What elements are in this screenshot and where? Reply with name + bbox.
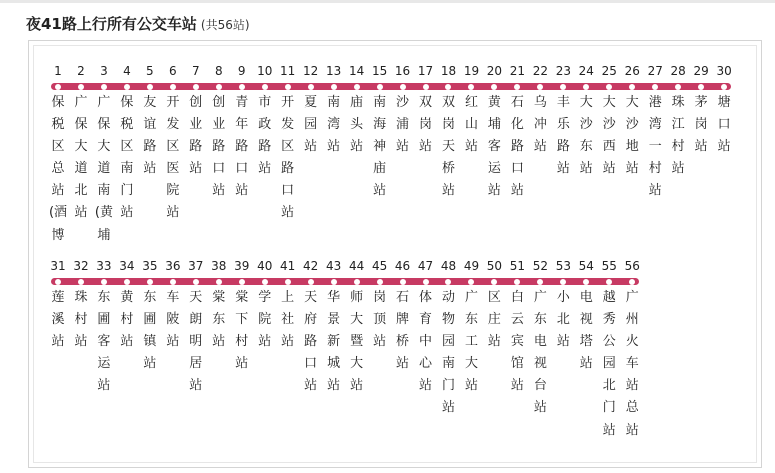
stop-number: 19 <box>463 64 480 78</box>
stop-number: 38 <box>211 259 227 273</box>
stop-number: 20 <box>486 64 503 78</box>
stop-name[interactable]: 双岗站 <box>419 95 433 155</box>
stop-number: 14 <box>348 64 365 78</box>
stop-name[interactable]: 东圃客运站 <box>97 290 111 394</box>
stop-number: 44 <box>348 259 365 273</box>
stop-number: 22 <box>532 64 548 78</box>
stop-dot <box>514 279 520 285</box>
stop-count: (共56站) <box>200 18 250 32</box>
stop-number: 41 <box>280 259 296 273</box>
stop-name[interactable]: 青年路口站 <box>235 95 249 199</box>
stop-number: 21 <box>509 64 526 78</box>
stop-dot <box>331 279 337 285</box>
stop-name[interactable]: 白云宾馆站 <box>510 290 524 394</box>
stop-number: 43 <box>325 259 342 273</box>
stop-dot <box>193 84 199 90</box>
stop-dot <box>78 84 84 90</box>
stop-dot <box>239 84 245 90</box>
stop-name[interactable]: 华景新城站 <box>327 290 341 394</box>
stop-dot <box>239 279 245 285</box>
stop-dot <box>583 84 589 90</box>
stop-name[interactable]: 越秀公园北门站 <box>602 290 616 438</box>
stop-name[interactable]: 东圃镇站 <box>143 290 157 372</box>
stop-dot <box>514 84 520 90</box>
stop-name[interactable]: 创业路口站 <box>212 95 226 199</box>
stop-dot <box>377 279 383 285</box>
stop-dot <box>147 84 153 90</box>
stop-dot <box>560 279 566 285</box>
stop-name[interactable]: 市政路站 <box>258 95 272 177</box>
stop-name[interactable]: 开发区医院站 <box>166 95 180 221</box>
stop-number: 6 <box>169 64 177 78</box>
stop-name[interactable]: 大沙地站 <box>625 95 639 177</box>
stop-dot <box>423 84 429 90</box>
stop-number: 25 <box>601 64 617 78</box>
stop-name[interactable]: 师大暨大站 <box>350 290 364 394</box>
stop-dot <box>400 84 406 90</box>
stop-name[interactable]: 友谊路站 <box>143 95 157 177</box>
stop-name[interactable]: 天朗明居站 <box>189 290 203 394</box>
stop-name[interactable]: 广州火车站总站 <box>625 290 639 438</box>
stop-number: 4 <box>123 64 131 78</box>
stop-dot <box>78 279 84 285</box>
stop-dot <box>124 279 130 285</box>
stop-name[interactable]: 沙浦站 <box>396 95 410 155</box>
stop-number: 9 <box>237 64 246 78</box>
stop-number: 52 <box>532 259 548 273</box>
stop-number: 1 <box>54 64 62 78</box>
stop-number: 45 <box>371 259 388 273</box>
stop-number: 40 <box>257 259 273 273</box>
stop-dot <box>675 84 681 90</box>
stop-dot <box>285 279 291 285</box>
stop-name[interactable]: 南湾站 <box>327 95 341 155</box>
stop-name[interactable]: 棠东站 <box>212 290 226 350</box>
stop-name[interactable]: 体育中心站 <box>419 290 433 394</box>
stop-name[interactable]: 岗顶站 <box>373 290 387 350</box>
stop-number: 18 <box>440 64 457 78</box>
stop-number: 16 <box>394 64 411 78</box>
stop-name[interactable]: 学院站 <box>258 290 272 350</box>
stop-dot <box>400 279 406 285</box>
stop-name[interactable]: 动物园南门站 <box>441 290 455 416</box>
stop-number: 17 <box>417 64 434 78</box>
stop-number: 48 <box>440 259 457 273</box>
stop-dot <box>308 84 314 90</box>
stop-dot <box>216 279 222 285</box>
stop-dot <box>331 84 337 90</box>
stop-name[interactable]: 区庄站 <box>487 290 501 350</box>
page-title: 夜41路上行所有公交车站 <box>26 15 197 33</box>
stop-number: 24 <box>578 64 594 78</box>
stop-number: 33 <box>96 259 112 273</box>
stop-number: 30 <box>716 64 732 78</box>
stop-name[interactable]: 茅岗站 <box>694 95 708 155</box>
stop-dot <box>629 279 635 285</box>
stop-number: 50 <box>486 259 503 273</box>
stop-dot <box>55 84 61 90</box>
stop-name[interactable]: 双岗天桥站 <box>441 95 455 199</box>
stop-dot <box>101 84 107 90</box>
stop-number: 23 <box>555 64 571 78</box>
stop-number: 39 <box>234 259 250 273</box>
stop-name[interactable]: 乌冲站 <box>533 95 547 155</box>
stop-name[interactable]: 夏园站 <box>304 95 318 155</box>
stop-dot <box>491 279 497 285</box>
stop-number: 37 <box>188 259 204 273</box>
stop-number: 36 <box>165 259 181 273</box>
stop-name[interactable]: 港湾一村站 <box>648 95 662 199</box>
stop-number: 47 <box>417 259 434 273</box>
stop-dot <box>606 279 612 285</box>
stop-dot <box>423 279 429 285</box>
stop-dot <box>698 84 704 90</box>
stop-dot <box>583 279 589 285</box>
stop-number: 15 <box>371 64 388 78</box>
stop-name[interactable]: 大沙东站 <box>579 95 593 177</box>
stop-dot <box>606 84 612 90</box>
stop-number: 27 <box>647 64 663 78</box>
stop-dot <box>170 279 176 285</box>
stop-name[interactable]: 创业路站 <box>189 95 203 177</box>
stop-number: 8 <box>214 64 223 78</box>
stop-dot <box>101 279 107 285</box>
stop-number: 2 <box>77 64 85 78</box>
stop-number: 35 <box>142 259 158 273</box>
stop-number: 55 <box>601 259 617 273</box>
stop-name[interactable]: 广东工大站 <box>464 290 478 394</box>
stop-name[interactable]: 塘口站 <box>717 95 731 155</box>
stop-name[interactable]: 小北站 <box>556 290 570 350</box>
stop-name[interactable]: 棠下村站 <box>235 290 249 372</box>
stop-dot <box>721 84 727 90</box>
stop-number: 12 <box>303 64 319 78</box>
stop-number: 10 <box>257 64 273 78</box>
stop-name[interactable]: 南海神庙站 <box>373 95 387 199</box>
top-divider <box>0 0 775 3</box>
stop-number: 5 <box>146 64 154 78</box>
stop-name[interactable]: 大沙西站 <box>602 95 616 177</box>
stop-dot <box>308 279 314 285</box>
stop-number: 49 <box>463 259 480 273</box>
stop-name[interactable]: 广保大道南(黄埔 <box>94 95 113 243</box>
stop-name[interactable]: 丰乐路站 <box>556 95 570 177</box>
stop-dot <box>377 84 383 90</box>
stop-name[interactable]: 石牌桥站 <box>396 290 410 372</box>
stop-number: 51 <box>509 259 526 273</box>
stop-number: 34 <box>119 259 135 273</box>
stop-number: 11 <box>280 64 296 78</box>
stop-number: 31 <box>50 259 66 273</box>
stop-dot <box>124 84 130 90</box>
stop-name[interactable]: 莲溪站 <box>51 290 65 350</box>
stop-dot <box>147 279 153 285</box>
stop-name[interactable]: 车陂站 <box>166 290 180 350</box>
stop-dot <box>537 279 543 285</box>
stop-name[interactable]: 珠村站 <box>74 290 88 350</box>
page-heading <box>26 14 250 34</box>
stop-name[interactable]: 上社站 <box>281 290 295 350</box>
stop-name[interactable]: 保税区南门站 <box>120 95 134 221</box>
stop-name[interactable]: 电视塔站 <box>579 290 593 372</box>
stop-name[interactable]: 广东电视台站 <box>533 290 547 416</box>
stop-number: 26 <box>624 64 640 78</box>
stop-dot <box>560 84 566 90</box>
stop-dot <box>652 84 658 90</box>
stop-number: 7 <box>191 64 200 78</box>
route-line-row-2 <box>51 278 639 285</box>
stop-dot <box>354 279 360 285</box>
stop-name[interactable]: 红山站 <box>464 95 478 155</box>
stop-number: 3 <box>100 64 108 78</box>
stop-name[interactable]: 珠江村站 <box>671 95 685 177</box>
stop-name[interactable]: 庙头站 <box>350 95 364 155</box>
stop-dot <box>491 84 497 90</box>
stop-dot <box>193 279 199 285</box>
stop-number: 42 <box>303 259 319 273</box>
stop-number: 32 <box>73 259 89 273</box>
stop-dot <box>629 84 635 90</box>
stop-number: 46 <box>394 259 411 273</box>
stop-number: 29 <box>693 64 709 78</box>
stop-name[interactable]: 黄村站 <box>120 290 134 350</box>
stop-name[interactable]: 广保大道北站 <box>74 95 88 221</box>
stop-dot <box>354 84 360 90</box>
stop-number: 13 <box>325 64 342 78</box>
stop-dot <box>537 84 543 90</box>
stop-number: 54 <box>578 259 594 273</box>
stop-dot <box>55 279 61 285</box>
stop-dot <box>262 84 268 90</box>
stop-dot <box>216 84 222 90</box>
stop-number: 28 <box>670 64 686 78</box>
stop-number: 56 <box>624 259 640 273</box>
stop-name[interactable]: 黄埔客运站 <box>487 95 501 199</box>
stop-number: 53 <box>555 259 571 273</box>
stop-dot <box>285 84 291 90</box>
stop-dot <box>170 84 176 90</box>
stop-dot <box>262 279 268 285</box>
stop-name[interactable]: 石化路口站 <box>510 95 524 199</box>
stop-name[interactable]: 保税区总站(酒博 <box>48 95 68 243</box>
stop-name[interactable]: 开发区路口站 <box>281 95 295 221</box>
stop-name[interactable]: 天府路口站 <box>304 290 318 394</box>
